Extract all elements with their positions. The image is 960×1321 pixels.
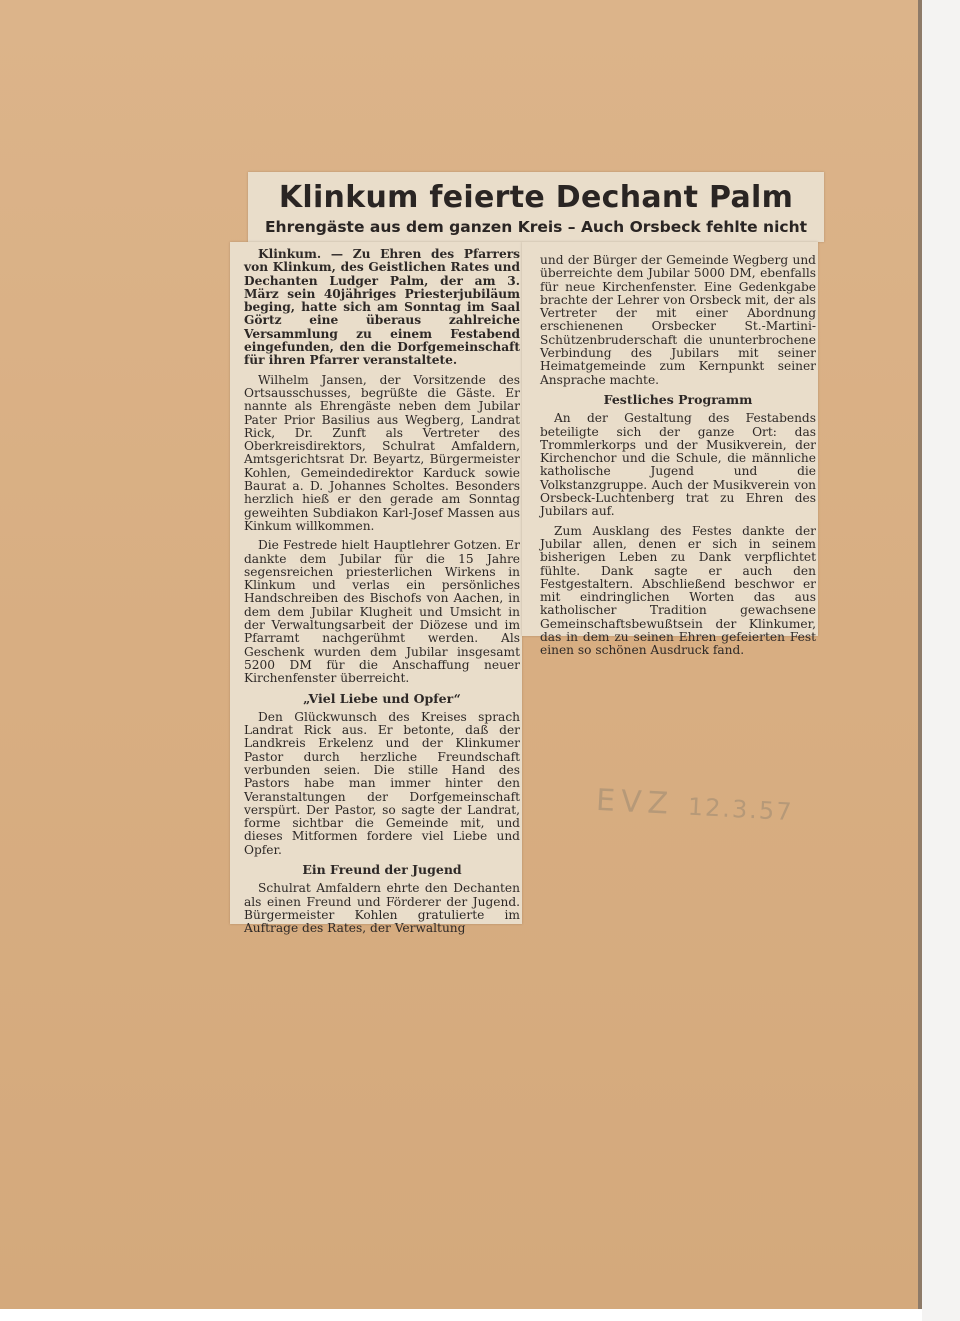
- scan-margin: [922, 0, 960, 1321]
- paragraph-landrat: Den Glückwunsch des Kreises sprach Landrat Rick aus. Er betonte, daß der Landkreis Erkelenz und der Klinkumer Pastor durch herzliche Freundschaft verbunden seien. Die stille Hand des Pastors habe man immer hinter den Veranstaltungen der Dorfgemeinschaft verspürt. Der Pastor, so sagte der Landrat, forme sichtbar die Gemeinde mit, und dieses Mitformen fordere viel Liebe und Opfer.: [244, 709, 520, 857]
- section-heading-freund-jugend: Ein Freund der Jugend: [302, 862, 462, 878]
- article-right-column: [540, 254, 816, 664]
- article-subheadline: Ehrengäste aus dem ganzen Kreis – Auch Orsbeck fehlte nicht: [264, 218, 808, 236]
- paragraph-continuation: und der Bürger der Gemeinde Wegberg und überreichte dem Jubilar 5000 DM, ebenfalls für neue Kirchenfenster. Eine Gedenkgabe brachte der Lehrer von Orsbeck mit, der als Vertreter der mit einer Abordnung erschienenen Orsbecker St.-Martini-Schützenbruderschaft die ununterbrochene Verbindung des Jubilars mit seiner Heimatgemeinde zum Kernpunkt seiner Ansprache machte.: [540, 253, 816, 387]
- paragraph-greeting: Wilhelm Jansen, der Vorsitzende des Ortsausschusses, begrüßte die Gäste. Er nannte als Ehrengäste neben dem Jubilar Pater Prior Basilius aus Wegberg, Landrat Rick, Dr. Zunft als Vertreter des Oberkreisdirektors, Schulrat Amfaldern, Amtsgerichtsrat Dr. Beyartz, Bürgermeister Kohlen, Gemeindedirektor Karduck sowie Baurat a. D. Johannes Scholtes. Besonders herzlich hieß er den gerade am Sonntag geweihten Subdiakon Karl-Josef Massen aus Kinkum willkommen.: [244, 372, 520, 533]
- article-headline: Klinkum feierte Dechant Palm: [278, 180, 794, 215]
- section-heading-liebe-opfer: „Viel Liebe und Opfer“: [303, 690, 461, 706]
- handwritten-date: 12.3.57: [687, 792, 795, 827]
- paragraph-speech: Die Festrede hielt Hauptlehrer Gotzen. Er dankte dem Jubilar für die 15 Jahre segensreichen priesterlichen Wirkens in Klinkum und verlas ein persönliches Handschreiben des Bischofs von Aachen, in dem dem Jubilar Klugheit und Umsicht in der Verwaltungsarbeit der Diözese und im Pfarramt nachgerühmt werden. Als Geschenk wurden dem Jubilar insgesamt 5200 DM für die Anschaffung neuer Kirchenfenster überreicht.: [244, 538, 520, 686]
- paragraph-schulrat: Schulrat Amfaldern ehrte den Dechanten als einen Freund und Förderer der Jugend. Bürgermeister Kohlen gratulierte im Auftrage des Rates, der Verwaltung: [244, 881, 520, 936]
- handwritten-source: EVZ: [595, 782, 675, 822]
- article-left-column: [244, 248, 520, 942]
- paragraph-program: An der Gestaltung des Festabends beteiligte sich der ganze Ort: das Trommlerkorps und der Musikverein, der Kirchenchor und die Schule, die männliche katholische Jugend und die Volkstanzgruppe. Auch der Musikverein von Orsbeck-Luchtenberg trat zu Ehren des Jubilars auf.: [540, 411, 816, 519]
- paragraph-closing: Zum Ausklang des Festes dankte der Jubilar allen, denen er sich in seinem bisherigen Leben zu Dank verpflichtet fühlte. Dank sagte er auch den Festgestaltern. Abschließend beschwor er mit eindringlichen Worten das aus katholischer Tradition gewachsene Gemeinschaftsbewußtsein der Klinkumer, das in dem zu seinen Ehren gefeierten Fest einen so schönen Ausdruck fand.: [540, 523, 816, 658]
- paragraph-intro: Klinkum. — Zu Ehren des Pfarrers von Klinkum, des Geistlichen Rates und Dechanten Ludger Palm, der am 3. März sein 40jähriges Priesterjubiläum beging, hatte sich am Sonntag im Saal Görtz eine überaus zahlreiche Versammlung zu einem Festabend eingefunden, den die Dorfgemeinschaft für ihren Pfarrer veranstaltete.: [244, 247, 520, 368]
- section-heading-festliches-programm: Festliches Programm: [603, 391, 753, 407]
